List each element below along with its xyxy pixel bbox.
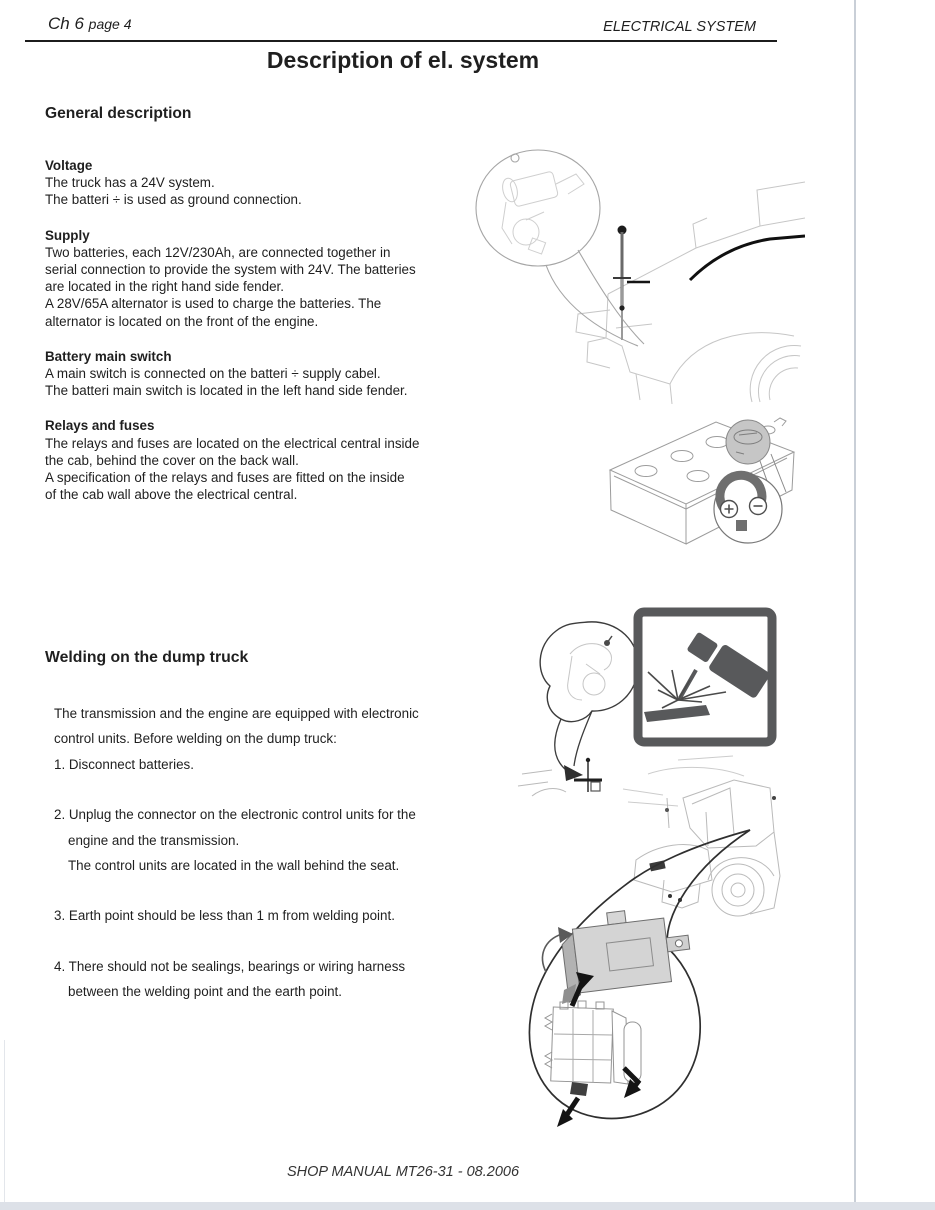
subheading: Supply (45, 227, 90, 243)
subheading: Relays and fuses (45, 418, 155, 434)
page-edge-right (854, 0, 856, 1210)
truck-sketch (518, 770, 780, 916)
welding-torch-symbol-figure (632, 606, 778, 748)
callout-balloon (476, 150, 644, 346)
battery-main-switch-block (45, 348, 525, 400)
text-line: the cab, behind the cover on the back wall. (45, 452, 299, 468)
text-line: Two batteries, each 12V/230Ah, are connected together in (45, 244, 391, 260)
text-line: control units. Before welding on the dump truck: (54, 731, 337, 747)
footer-text: SHOP MANUAL MT26-31 - 08.2006 (286, 1164, 520, 1180)
text-line: The relays and fuses are located on the electrical central inside (45, 435, 420, 451)
header-section-title: ELECTRICAL SYSTEM (603, 19, 756, 35)
text-line: The transmission and the engine are equipped with electronic (54, 706, 419, 721)
text-line: serial connection to provide the system with 24V. The batteries (45, 262, 416, 278)
general-description-section (45, 104, 525, 521)
page-edge-left (4, 1040, 5, 1202)
text-line: alternator is located on the front of the engine. (45, 313, 319, 329)
header-divider (25, 40, 777, 42)
transmission-ecu (545, 1001, 641, 1127)
subheading: Battery main switch (45, 348, 172, 364)
battery-ground-connection-figure (598, 408, 808, 548)
page-number (48, 14, 131, 34)
text-line: A main switch is connected on the batteri ÷ supply cabel. (45, 366, 381, 382)
voltage-block (45, 157, 525, 209)
welding-step (54, 802, 545, 878)
text-line: The batteri main switch is located in the left hand side fender. (45, 383, 408, 399)
text-line: The control units are located in the wall behind the seat. (68, 858, 400, 874)
text-line: engine and the transmission. (68, 832, 240, 848)
text-line: 1. Disconnect batteries. (54, 756, 194, 772)
alternator-sketch (500, 171, 584, 254)
text-line: 3. Earth point should be less than 1 m from welding point. (54, 908, 395, 924)
text-line: are located in the right hand side fender. (45, 279, 284, 295)
text-line: between the welding point and the earth point. (68, 984, 342, 1000)
alternator-location-figure (460, 132, 805, 407)
welding-step (54, 752, 545, 777)
earth-clamp-sketch (568, 644, 612, 700)
section-heading: General description (45, 105, 192, 122)
page-label: page 4 (88, 16, 132, 32)
text-line: 2. Unplug the connector on the electronic control units for the (54, 807, 416, 823)
chapter-label: Ch 6 (48, 14, 84, 33)
control-units-callout-figure (512, 768, 804, 1130)
welding-step (54, 954, 545, 1005)
page-title: Description of el. system (266, 47, 540, 73)
supply-block (45, 227, 525, 330)
relays-and-fuses-block (45, 417, 525, 503)
dipstick-and-cables (613, 226, 805, 341)
welding-step (54, 903, 545, 928)
page-edge-bottom (0, 1202, 935, 1210)
text-line: 4. There should not be sealings, bearings or wiring harness (54, 958, 406, 974)
welding-body (45, 701, 545, 1005)
text-line: A specification of the relays and fuses are fitted on the inside (45, 470, 405, 486)
welding-section (45, 648, 545, 1005)
text-line: A 28V/65A alternator is used to charge the batteries. The (45, 296, 382, 312)
terminal-highlight (726, 420, 770, 464)
text-line: The batteri ÷ is used as ground connection. (45, 192, 302, 208)
text-line: of the cab wall above the electrical central. (45, 487, 298, 503)
section-heading: Welding on the dump truck (45, 649, 249, 666)
subheading: Voltage (45, 158, 93, 173)
text-line: The truck has a 24V system. (45, 175, 215, 191)
